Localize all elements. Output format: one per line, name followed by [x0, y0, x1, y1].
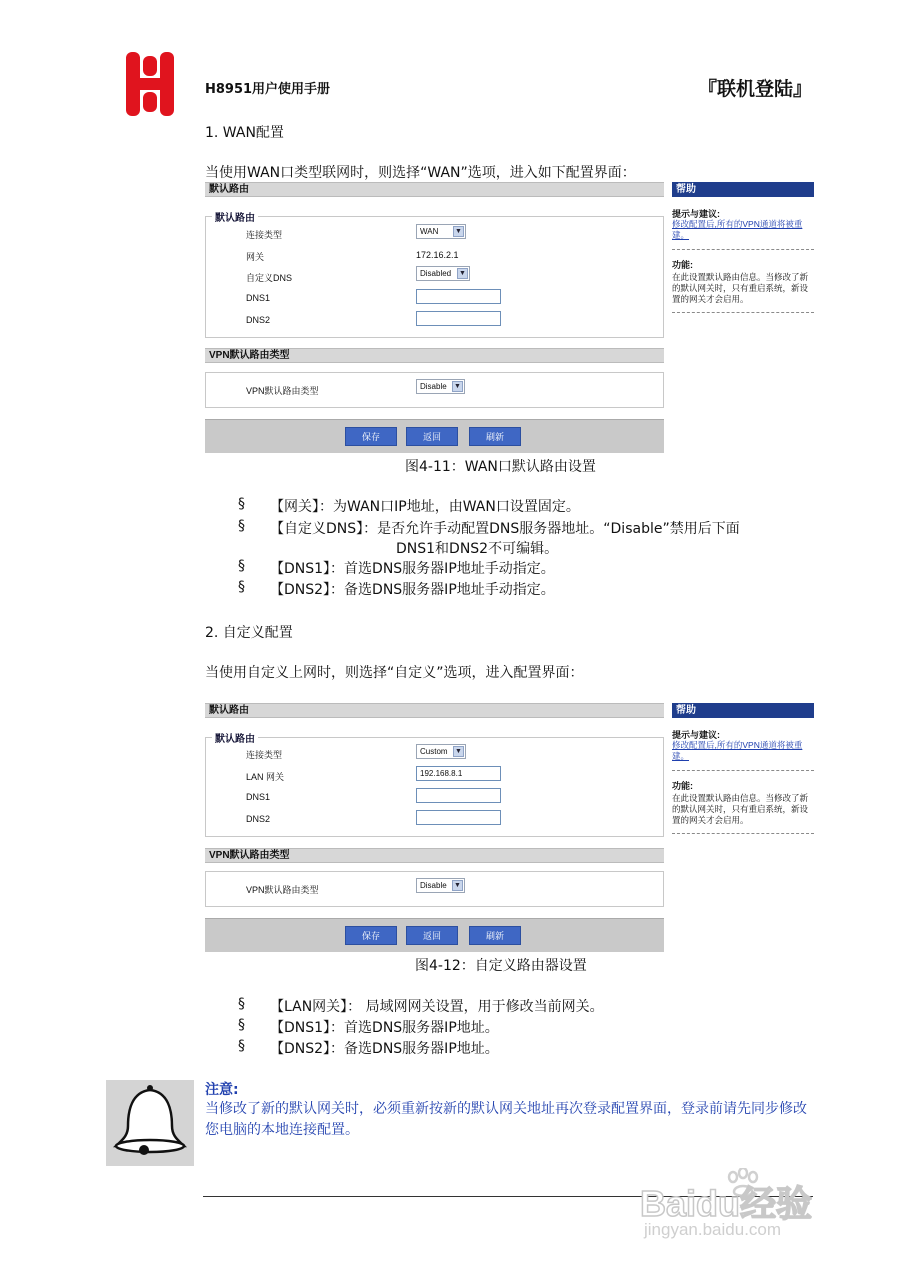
- section-title: 『联机登陆』: [697, 78, 812, 100]
- dns2-input[interactable]: [416, 810, 501, 825]
- section2-intro: 当使用自定义上网时，则选择“自定义”选项，进入配置界面：: [205, 665, 584, 681]
- dns2-label: DNS2: [246, 814, 271, 824]
- dns1-label: DNS1: [246, 792, 271, 802]
- dns2-input[interactable]: [416, 311, 501, 326]
- help-bar: 帮助: [672, 182, 814, 197]
- vpn-route-bar: VPN默认路由类型: [205, 348, 664, 363]
- chevron-down-icon: ▼: [452, 880, 463, 891]
- section2-heading: 2. 自定义配置: [205, 625, 293, 641]
- vpn-route-select[interactable]: Disable ▼: [416, 379, 465, 394]
- lan-gateway-input[interactable]: 192.168.8.1: [416, 766, 501, 781]
- baidu-watermark: [640, 1168, 860, 1248]
- default-route-fieldset: [205, 734, 664, 837]
- custom-dns-label: 自定义DNS: [246, 273, 293, 283]
- fieldset-legend: 默认路由: [212, 730, 258, 745]
- conn-type-label: 连接类型: [246, 230, 283, 240]
- note-body: 当修改了新的默认网关时，必须重新按新的默认网关地址再次登录配置界面，登录前请先同步修改您电脑的本地连接配置。: [205, 1101, 807, 1138]
- custom-config-screenshot: [205, 703, 664, 953]
- tips-link[interactable]: 修改配置后,所有的VPN通道将被重建。: [672, 740, 803, 761]
- default-route-fieldset: [205, 213, 664, 338]
- dns1-label: DNS1: [246, 293, 271, 303]
- dns2-label: DNS2: [246, 315, 271, 325]
- tips-title: 提示与建议:: [672, 209, 720, 219]
- wan-config-screenshot: [205, 182, 664, 454]
- bullet-text: 【DNS1】：首选DNS服务器IP地址手动指定。: [270, 561, 555, 577]
- save-button[interactable]: 保存: [345, 926, 397, 945]
- bullet-text: 【自定义DNS】：是否允许手动配置DNS服务器地址。“Disable”禁用后下面: [270, 521, 740, 537]
- default-route-bar: 默认路由: [205, 703, 664, 718]
- conn-type-select[interactable]: Custom ▼: [416, 744, 466, 759]
- bullet-text: 【DNS1】：首选DNS服务器IP地址。: [270, 1020, 499, 1036]
- help-panel: [672, 703, 814, 838]
- button-bar: [205, 918, 664, 952]
- bullet-text-continued: DNS1和DNS2不可编辑。: [396, 541, 559, 557]
- bullet-text: 【DNS2】：备选DNS服务器IP地址手动指定。: [270, 582, 555, 598]
- chevron-down-icon: ▼: [453, 226, 464, 237]
- figure-caption: 图4-12：自定义路由器设置: [415, 958, 587, 974]
- save-button[interactable]: 保存: [345, 427, 397, 446]
- vpn-route-fieldset: [205, 871, 664, 907]
- bell-icon: [106, 1080, 194, 1166]
- bullet-mark: §: [238, 496, 245, 512]
- conn-type-label: 连接类型: [246, 750, 283, 760]
- custom-dns-select[interactable]: Disabled ▼: [416, 266, 470, 281]
- vpn-route-select[interactable]: Disable ▼: [416, 878, 465, 893]
- watermark-brand: Baidu经验: [640, 1183, 813, 1224]
- conn-type-select[interactable]: WAN ▼: [416, 224, 466, 239]
- gateway-label: 网关: [246, 252, 265, 262]
- bullet-text: 【DNS2】：备选DNS服务器IP地址。: [270, 1041, 499, 1057]
- company-logo: [124, 50, 176, 118]
- note-title: 注意:: [205, 1082, 239, 1098]
- bullet-text: 【LAN网关】： 局域网网关设置，用于修改当前网关。: [270, 999, 604, 1015]
- function-text: 在此设置默认路由信息。当修改了新的默认网关时，只有重启系统，新设置的网关才会启用。: [672, 793, 809, 825]
- manual-title: H8951用户使用手册: [205, 82, 331, 97]
- divider: [672, 833, 814, 834]
- divider: [672, 312, 814, 313]
- function-text: 在此设置默认路由信息。当修改了新的默认网关时，只有重启系统，新设置的网关才会启用。: [672, 272, 809, 304]
- section1-intro: 当使用WAN口类型联网时，则选择“WAN”选项，进入如下配置界面：: [205, 165, 636, 181]
- help-bar: 帮助: [672, 703, 814, 718]
- chevron-down-icon: ▼: [452, 381, 463, 392]
- watermark-url: jingyan.baidu.com: [644, 1220, 782, 1239]
- tips-link[interactable]: 修改配置后,所有的VPN通道将被重建。: [672, 219, 803, 240]
- figure-caption: 图4-11：WAN口默认路由设置: [405, 459, 596, 475]
- bullet-mark: §: [238, 558, 245, 574]
- vpn-route-label: VPN默认路由类型: [246, 885, 319, 895]
- function-title: 功能:: [672, 781, 693, 791]
- tips-title: 提示与建议:: [672, 730, 720, 740]
- bullet-mark: §: [238, 1038, 245, 1054]
- fieldset-legend: 默认路由: [212, 209, 258, 224]
- divider: [672, 249, 814, 250]
- vpn-route-label: VPN默认路由类型: [246, 386, 319, 396]
- gateway-value: 172.16.2.1: [416, 250, 459, 260]
- help-panel: [672, 182, 814, 317]
- back-button[interactable]: 返回: [406, 427, 458, 446]
- button-bar: [205, 419, 664, 453]
- back-button[interactable]: 返回: [406, 926, 458, 945]
- refresh-button[interactable]: 刷新: [469, 427, 521, 446]
- default-route-bar: 默认路由: [205, 182, 664, 197]
- dns1-input[interactable]: [416, 788, 501, 803]
- bullet-mark: §: [238, 518, 245, 534]
- bullet-mark: §: [238, 579, 245, 595]
- vpn-route-bar: VPN默认路由类型: [205, 848, 664, 863]
- bullet-text: 【网关】：为WAN口IP地址，由WAN口设置固定。: [270, 499, 580, 515]
- vpn-route-fieldset: [205, 372, 664, 408]
- bullet-mark: §: [238, 1017, 245, 1033]
- function-title: 功能:: [672, 260, 693, 270]
- lan-gateway-label: LAN 网关: [246, 772, 285, 782]
- chevron-down-icon: ▼: [453, 746, 464, 757]
- dns1-input[interactable]: [416, 289, 501, 304]
- refresh-button[interactable]: 刷新: [469, 926, 521, 945]
- bullet-mark: §: [238, 996, 245, 1012]
- section1-heading: 1. WAN配置: [205, 125, 284, 141]
- divider: [672, 770, 814, 771]
- chevron-down-icon: ▼: [457, 268, 468, 279]
